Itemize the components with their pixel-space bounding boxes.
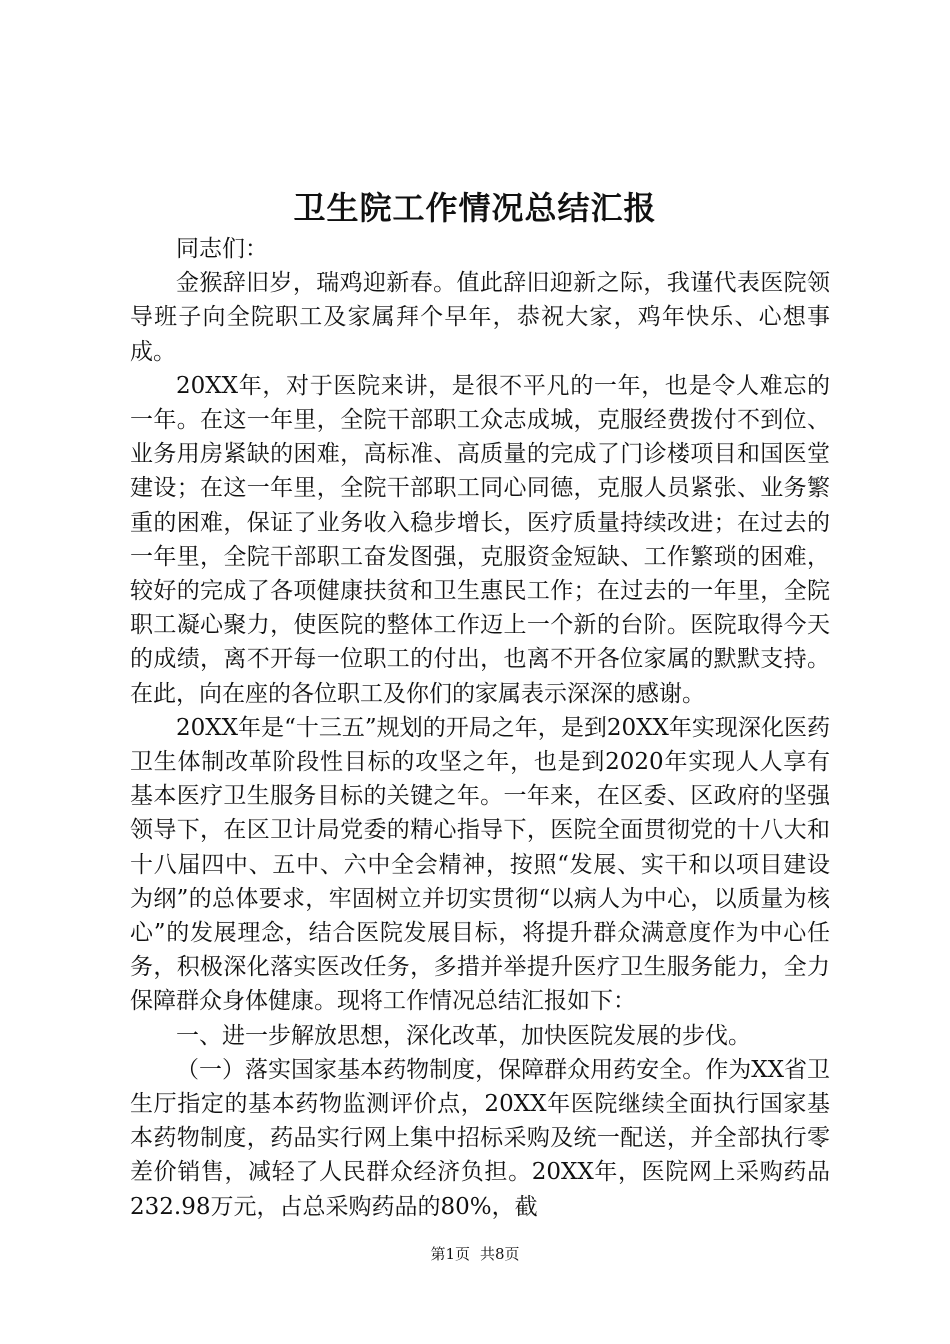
- body-paragraph: （一）落实国家基本药物制度，保障群众用药安全。作为XX省卫生厅指定的基本药物监测评价点，20XX年医院继续全面执行国家基本药物制度，药品实行网上集中招标采购及统一配送，并全部执行零差价销售，减轻了人民群众经济负担。20XX年，医院网上采购药品232.98万元，占总采购药品的80%，截: [130, 1056, 830, 1220]
- document-title: 卫生院工作情况总结汇报: [293, 189, 657, 227]
- page-total: 共8页: [480, 1245, 520, 1263]
- section-heading: 一、进一步解放思想，深化改革，加快医院发展的步伐。: [176, 1022, 751, 1049]
- body-paragraph: 20XX年，对于医院来讲，是很不平凡的一年，也是令人难忘的一年。在这一年里，全院干部职工众志成城，克服经费拨付不到位、业务用房紧缺的困难，高标准、高质量的完成了门诊楼项目和国医堂建设；在这一年里，全院干部职工同心同德，克服人员紧张、业务繁重的困难，保证了业务收入稳步增长，医疗质量持续改进；在过去的一年里，全院干部职工奋发图强，克服资金短缺、工作繁琐的困难，较好的完成了各项健康扶贫和卫生惠民工作；在过去的一年里，全院职工凝心聚力，使医院的整体工作迈上一个新的台阶。医院取得今天的成绩，离不开每一位职工的付出，也离不开各位家属的默默支持。在此，向在座的各位职工及你们的家属表示深深的感谢。: [130, 372, 830, 707]
- document-body: [130, 232, 830, 1224]
- page-number: 第1页: [430, 1245, 470, 1263]
- body-paragraph: 20XX年是“十三五”规划的开局之年，是到20XX年实现深化医药卫生体制改革阶段性目标的攻坚之年，也是到2020年实现人人享有基本医疗卫生服务目标的关键之年。一年来，在区委、区政府的坚强领导下，在区卫计局党委的精心指导下，医院全面贯彻党的十八大和十八届四中、五中、六中全会精神，按照“发展、实干和以项目建设为纲”的总体要求，牢固树立并切实贯彻“以病人为中心，以质量为核心”的发展理念，结合医院发展目标，将提升群众满意度作为中心任务，积极深化落实医改任务，多措并举提升医疗卫生服务能力，全力保障群众身体健康。现将工作情况总结汇报如下：: [130, 714, 830, 1015]
- body-paragraph: 金猴辞旧岁，瑞鸡迎新春。值此辞旧迎新之际，我谨代表医院领导班子向全院职工及家属拜个早年，恭祝大家，鸡年快乐、心想事成。: [130, 270, 830, 365]
- salutation-paragraph: 同志们：: [176, 236, 268, 262]
- page-footer: [0, 1244, 950, 1264]
